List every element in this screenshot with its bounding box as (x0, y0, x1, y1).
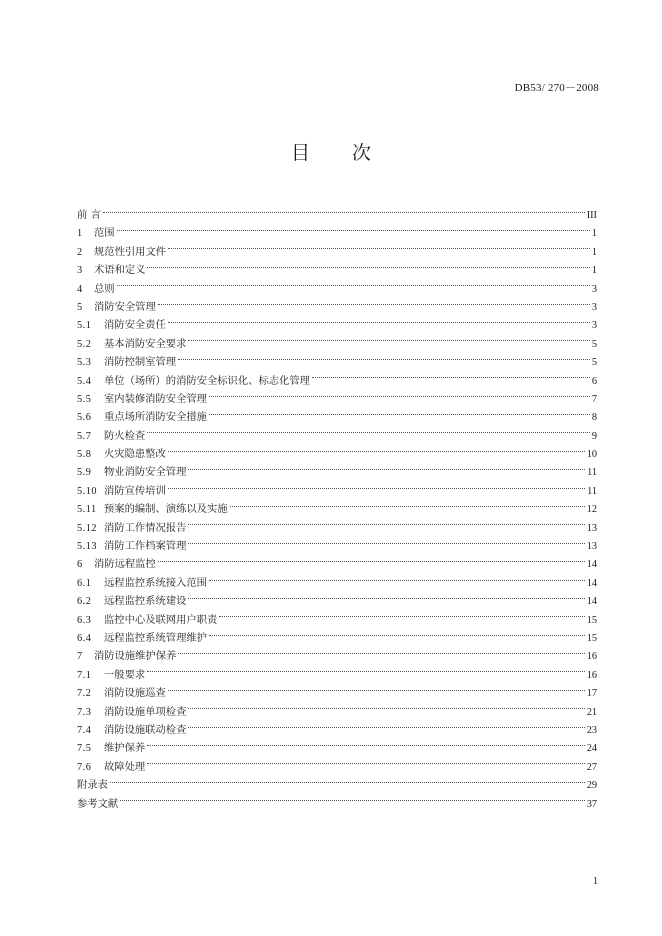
toc-entry-number: 5.6 (77, 412, 92, 424)
toc-entry[interactable] (77, 684, 597, 702)
toc-entry-number: 2 (77, 246, 83, 258)
toc-entry[interactable] (77, 335, 597, 353)
toc-entry-label: 参考文献 (77, 797, 119, 810)
toc-entry[interactable] (77, 795, 597, 813)
dot-leader (103, 212, 585, 213)
dot-leader (188, 708, 584, 709)
toc-entry[interactable] (77, 703, 597, 721)
dot-leader (110, 782, 585, 783)
toc-entry[interactable] (77, 261, 597, 279)
dot-leader (147, 671, 585, 672)
dot-leader (188, 524, 584, 525)
toc-entry-number: 7.3 (77, 706, 92, 718)
toc-entry-page: 1 (591, 246, 597, 258)
toc-entry-label: 一般要求 (104, 668, 146, 681)
toc-entry[interactable] (77, 666, 597, 684)
dot-leader (178, 359, 590, 360)
toc-entry-page: 24 (586, 743, 597, 755)
toc-entry-number: 7.4 (77, 724, 92, 736)
toc-entry-number: 5.8 (77, 449, 92, 461)
toc-entry-label: 远程监控系统管理维护 (104, 631, 207, 644)
toc-entry-label: 远程监控系统建设 (104, 595, 187, 608)
page-title: 目 次 (290, 142, 390, 164)
toc-entry-page: 13 (586, 522, 597, 534)
dot-leader (188, 469, 585, 470)
toc-entry-number: 3 (77, 265, 83, 277)
toc-entry-label: 消防远程监控 (94, 558, 156, 571)
dot-leader (188, 727, 584, 728)
toc-entry[interactable] (77, 408, 597, 426)
toc-entry-page: 17 (586, 688, 597, 700)
toc-entry[interactable] (77, 721, 597, 739)
dot-leader (188, 543, 584, 544)
dot-leader (168, 248, 590, 249)
toc-entry[interactable] (77, 206, 597, 224)
dot-leader (178, 653, 584, 654)
toc-entry-page: 16 (586, 651, 597, 663)
toc-entry-number: 7.5 (77, 743, 92, 755)
toc-entry-number: 6 (77, 559, 83, 571)
toc-entry-label: 故障处理 (104, 760, 146, 773)
toc-entry-label: 前 言 (77, 209, 101, 221)
toc-entry-page: 7 (591, 393, 597, 405)
toc-entry-number: 5.10 (77, 485, 98, 497)
dot-leader (188, 340, 589, 341)
toc-entry-label: 消防设施巡查 (104, 687, 166, 700)
toc-entry-number: 5.1 (77, 320, 92, 332)
toc-entry[interactable] (77, 353, 597, 371)
toc-entry-label: 附录表 (77, 779, 108, 792)
toc-entry-label: 消防工作情况报告 (104, 521, 187, 534)
toc-entry-number: 5.12 (77, 522, 98, 534)
toc-entry-label: 消防设施联动检查 (104, 723, 187, 736)
dot-leader (230, 506, 585, 507)
toc-entry-page: 29 (586, 780, 597, 792)
toc-entry[interactable] (77, 647, 597, 665)
toc-entry-page: 21 (586, 706, 597, 718)
toc-entry-label: 规范性引用文件 (94, 245, 167, 258)
toc-entry-page: 16 (586, 669, 597, 681)
toc-entry-label: 范围 (94, 227, 115, 240)
toc-entry-page: 3 (591, 283, 597, 295)
toc-entry-page: 14 (586, 577, 597, 589)
toc-entry-page: 23 (586, 724, 597, 736)
dot-leader (168, 451, 585, 452)
toc-entry-page: 11 (587, 467, 597, 479)
toc-entry[interactable] (77, 500, 597, 518)
toc-entry-number: 7 (77, 651, 83, 663)
toc-entry-label: 维护保养 (104, 742, 146, 755)
toc-entry-number: 5.4 (77, 375, 92, 387)
toc-entry-number: 1 (77, 228, 83, 240)
dot-leader (219, 616, 584, 617)
toc-entry[interactable] (77, 298, 597, 316)
toc-entry-page: 5 (591, 338, 597, 350)
toc-entry-label: 远程监控系统接入范围 (104, 576, 207, 589)
toc-entry-page: 37 (586, 798, 597, 810)
toc-entry-page: 13 (586, 541, 597, 553)
dot-leader (209, 580, 585, 581)
toc-entry-number: 6.4 (77, 632, 92, 644)
table-of-contents (77, 206, 597, 813)
dot-leader (147, 745, 585, 746)
toc-entry-page: 15 (586, 632, 597, 644)
toc-entry-label: 消防控制室管理 (104, 356, 177, 369)
toc-entry-number: 5.3 (77, 357, 92, 369)
toc-entry-number: 5.7 (77, 430, 92, 442)
toc-entry-label: 术语和定义 (94, 264, 146, 277)
dot-leader (147, 432, 590, 433)
dot-leader (168, 690, 585, 691)
dot-leader (147, 267, 589, 268)
toc-entry-number: 5.5 (77, 393, 92, 405)
toc-entry-page: 8 (591, 412, 597, 424)
toc-entry-label: 监控中心及联网用户职责 (104, 613, 218, 626)
toc-entry-label: 室内装修消防安全管理 (104, 392, 207, 405)
toc-entry[interactable] (77, 739, 597, 757)
toc-entry-number: 5.2 (77, 338, 92, 350)
dot-leader (168, 322, 590, 323)
toc-entry-page: 15 (586, 614, 597, 626)
toc-entry-number: 4 (77, 283, 83, 295)
dot-leader (158, 561, 585, 562)
toc-entry-label: 防火检查 (104, 429, 146, 442)
dot-leader (147, 763, 585, 764)
toc-entry-label: 消防安全责任 (104, 319, 166, 332)
toc-entry[interactable] (77, 482, 597, 500)
toc-entry-number: 7.2 (77, 688, 92, 700)
toc-entry[interactable] (77, 574, 597, 592)
toc-entry-page: 1 (591, 265, 597, 277)
toc-entry-label: 消防宣传培训 (104, 484, 166, 497)
toc-entry-page: 9 (591, 430, 597, 442)
toc-entry[interactable] (77, 519, 597, 537)
dot-leader (188, 598, 584, 599)
toc-entry[interactable] (77, 611, 597, 629)
toc-entry-label: 基本消防安全要求 (104, 337, 187, 350)
toc-entry[interactable] (77, 427, 597, 445)
toc-entry[interactable] (77, 445, 597, 463)
toc-entry-number: 6.1 (77, 577, 92, 589)
dot-leader (168, 488, 585, 489)
toc-entry-label: 火灾隐患整改 (104, 448, 166, 461)
toc-entry-page: 14 (586, 559, 597, 571)
dot-leader (312, 377, 590, 378)
toc-entry[interactable] (77, 280, 597, 298)
toc-entry-number: 5.9 (77, 467, 92, 479)
toc-entry-number: 6.2 (77, 596, 92, 608)
dot-leader (158, 304, 590, 305)
toc-entry-page: 6 (591, 375, 597, 387)
toc-entry-page: 12 (586, 504, 597, 516)
toc-entry-page: 3 (591, 320, 597, 332)
toc-entry-number: 7.1 (77, 669, 92, 681)
toc-entry[interactable] (77, 629, 597, 647)
toc-entry[interactable] (77, 463, 597, 481)
toc-entry-label: 总则 (94, 282, 115, 295)
toc-entry-label: 消防工作档案管理 (104, 540, 187, 553)
toc-entry-page: 14 (586, 596, 597, 608)
toc-entry-page: III (586, 210, 597, 221)
toc-entry-label: 消防安全管理 (94, 300, 156, 313)
toc-entry-label: 单位（场所）的消防安全标识化、标志化管理 (104, 374, 310, 387)
toc-entry[interactable] (77, 555, 597, 573)
toc-entry[interactable] (77, 243, 597, 261)
toc-entry-number: 6.3 (77, 614, 92, 626)
toc-entry-page: 27 (586, 761, 597, 773)
toc-entry[interactable] (77, 592, 597, 610)
toc-entry[interactable] (77, 316, 597, 334)
toc-entry-label: 重点场所消防安全措施 (104, 411, 207, 424)
toc-entry-page: 1 (591, 228, 597, 240)
toc-entry-number: 5.11 (77, 504, 97, 516)
document-code: DB53/ 270－2008 (514, 82, 599, 94)
dot-leader (117, 285, 590, 286)
toc-entry-number: 5 (77, 301, 83, 313)
toc-entry[interactable] (77, 372, 597, 390)
dot-leader (209, 414, 590, 415)
toc-entry-label: 消防设施单项检查 (104, 705, 187, 718)
toc-entry[interactable] (77, 390, 597, 408)
toc-entry-page: 3 (591, 301, 597, 313)
toc-entry-label: 预案的编制、演练以及实施 (104, 503, 228, 516)
toc-entry-page: 11 (587, 485, 597, 497)
toc-entry-page: 10 (586, 449, 597, 461)
toc-entry[interactable] (77, 776, 597, 794)
dot-leader (209, 635, 585, 636)
toc-entry-number: 5.13 (77, 541, 98, 553)
dot-leader (120, 800, 585, 801)
toc-entry[interactable] (77, 224, 597, 242)
toc-entry-label: 物业消防安全管理 (104, 466, 187, 479)
toc-entry[interactable] (77, 758, 597, 776)
toc-entry-number: 7.6 (77, 761, 92, 773)
toc-entry-page: 5 (591, 357, 597, 369)
dot-leader (209, 396, 590, 397)
page-number: 1 (593, 876, 598, 887)
toc-entry[interactable] (77, 537, 597, 555)
dot-leader (117, 230, 590, 231)
toc-entry-label: 消防设施维护保养 (94, 650, 177, 663)
